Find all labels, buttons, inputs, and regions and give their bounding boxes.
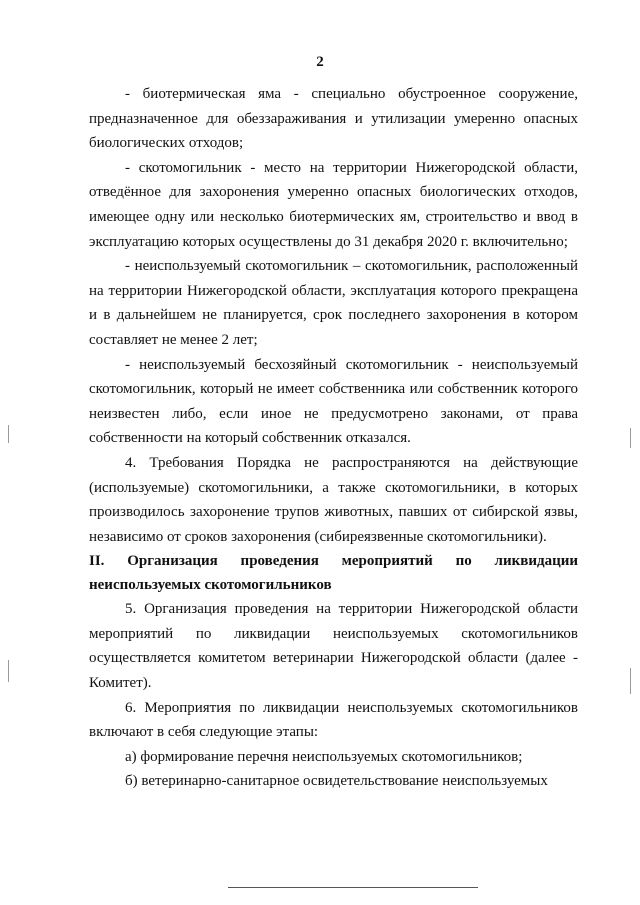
scan-artifact-right-bottom [630, 668, 631, 694]
definition-biothermal-pit: - биотермическая яма - специально обустроенное сооружение, предназначенное для обеззараживания и утилизации умеренно опасных биологических отходов; [89, 86, 578, 152]
page-number: 2 [316, 54, 324, 70]
scan-artifact-left-top [8, 425, 9, 443]
clause-5: 5. Организация проведения на территории Нижегородской области мероприятий по ликвидации неиспользуемых скотомогильников осуществляется комитетом ветеринарии Нижегородской области (далее - Комитет). [89, 601, 578, 692]
scan-artifact-right-top [630, 428, 631, 448]
clause-6: 6. Мероприятия по ликвидации неиспользуемых скотомогильников включают в себя следующие этапы: [89, 699, 578, 741]
section-heading: II. Организация проведения мероприятий по ликвидации неиспользуемых скотомогильников [89, 553, 578, 594]
clause-6a: а) формирование перечня неиспользуемых скотомогильников; [125, 748, 523, 765]
definition-unused-burial-ground: - неиспользуемый скотомогильник – скотомогильник, расположенный на территории Нижегородской области, эксплуатация которого прекращена и в дальнейшем не планируется, срок последнего захоронения в котором составляет не менее 2 лет; [89, 258, 578, 348]
definition-cattle-burial-ground: - скотомогильник - место на территории Нижегородской области, отведённое для захоронения умеренно опасных биологических отходов, имеющее одну или несколько биотермических ям, строительство и ввод в эксплуатацию которых осуществлены до 31 декабря 2020 г. включительно; [89, 159, 578, 250]
clause-6b: б) ветеринарно-санитарное освидетельствование неиспользуемых [125, 773, 548, 790]
definition-unused-ownerless-burial-ground: - неиспользуемый бесхозяйный скотомогильник - неиспользуемый скотомогильник, который не имеет собственника или собственник которого неизвестен либо, если иное не предусмотрено законами, от права собственности на который собственник отказался. [89, 356, 578, 447]
clause-4: 4. Требования Порядка не распространяются на действующие (используемые) скотомогильники, а также скотомогильники, в которых производилось захоронение трупов животных, павших от сибирской язвы, независимо от сроков захоронения (сибиреязвенные скотомогильники). [89, 454, 578, 545]
scan-footer-line [228, 887, 478, 888]
document-body [89, 82, 578, 794]
scan-artifact-left-bottom [8, 660, 9, 682]
